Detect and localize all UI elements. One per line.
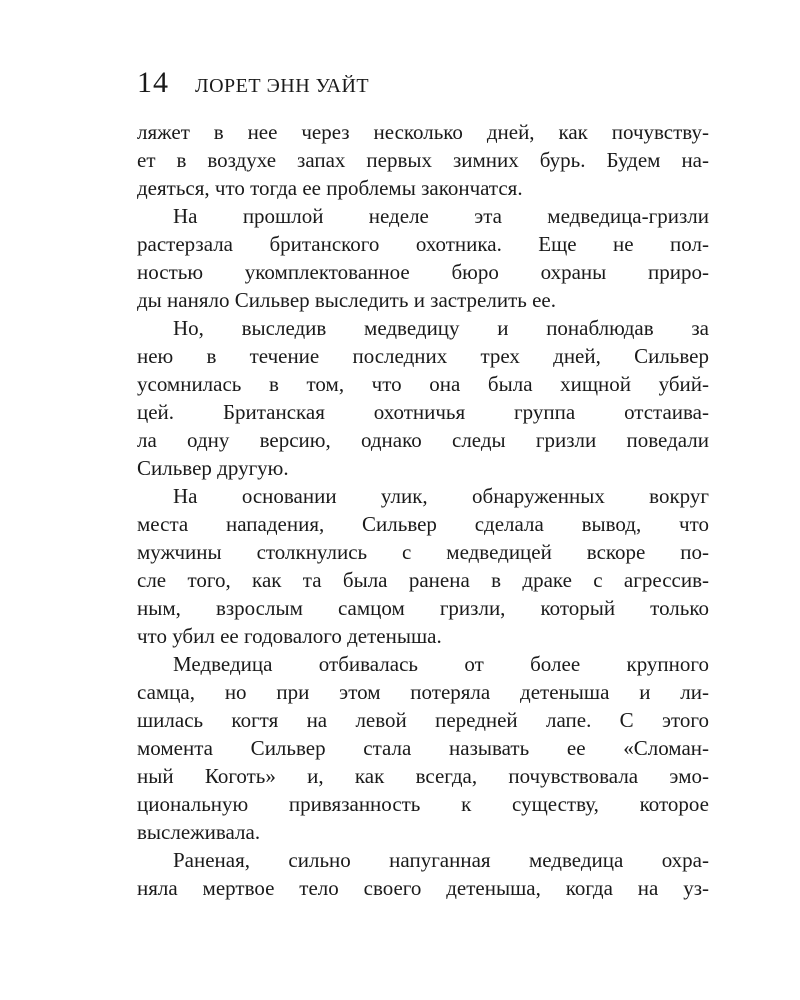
page-number: 14 (137, 66, 169, 99)
text-line: ет в воздухе запах первых зимних бурь. Будем на- (137, 148, 709, 172)
text-line: ный Коготь» и, как всегда, почувствовала эмо- (137, 764, 709, 788)
text-line: усомнилась в том, что она была хищной убий- (137, 372, 709, 396)
text-line: ды наняло Сильвер выследить и застрелить ее. (137, 288, 556, 312)
text-line: момента Сильвер стала называть ее «Сломан- (137, 736, 709, 760)
text-line: деяться, что тогда ее проблемы закончатся. (137, 176, 523, 200)
text-line: Сильвер другую. (137, 456, 289, 480)
text-line: ла одну версию, однако следы гризли поведали (137, 428, 709, 452)
text-line: ностью укомплектованное бюро охраны приро- (137, 260, 709, 284)
text-line: Медведица отбивалась от более крупного (173, 652, 709, 676)
running-head (137, 66, 717, 106)
text-line: На прошлой неделе эта медведица-гризли (173, 204, 709, 228)
text-line: шилась когтя на левой передней лапе. С этого (137, 708, 709, 732)
text-line: самца, но при этом потеряла детеныша и ли- (137, 680, 709, 704)
text-line: цей. Британская охотничья группа отстаива- (137, 400, 709, 424)
text-line: циональную привязанность к существу, которое (137, 792, 709, 816)
text-line: ным, взрослым самцом гризли, который только (137, 596, 709, 620)
text-line: мужчины столкнулись с медведицей вскоре по- (137, 540, 709, 564)
body-text (137, 118, 709, 902)
text-line: что убил ее годовалого детеныша. (137, 624, 442, 648)
text-line: Раненая, сильно напуганная медведица охра- (173, 848, 709, 872)
text-line: растерзала британского охотника. Еще не пол- (137, 232, 709, 256)
text-line: На основании улик, обнаруженных вокруг (173, 484, 709, 508)
text-line: няла мертвое тело своего детеныша, когда на уз- (137, 876, 709, 900)
text-line: ляжет в нее через несколько дней, как почувству- (137, 120, 709, 144)
running-title-author: ЛОРЕТ ЭНН УАЙТ (195, 75, 370, 97)
text-line: Но, выследив медведицу и понаблюдав за (173, 316, 709, 340)
text-line: нею в течение последних трех дней, Сильвер (137, 344, 709, 368)
text-line: выслеживала. (137, 820, 261, 844)
text-line: места нападения, Сильвер сделала вывод, что (137, 512, 709, 536)
text-line: сле того, как та была ранена в драке с агрессив- (137, 568, 709, 592)
